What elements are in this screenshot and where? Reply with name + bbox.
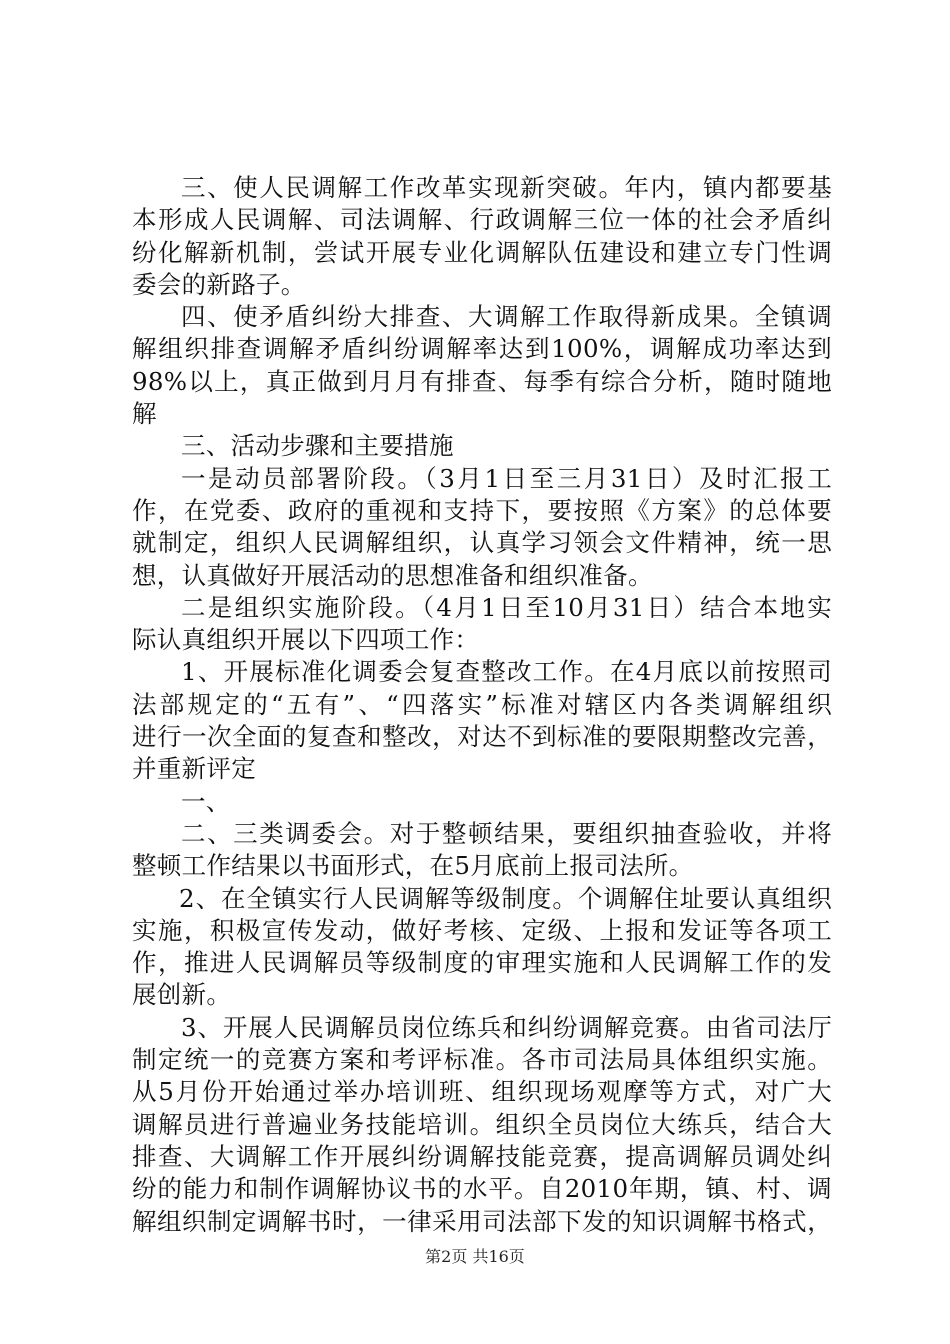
section-heading: 三、活动步骤和主要措施	[181, 431, 454, 461]
paragraph-line: 解组织制定调解书时，一律采用司法部下发的知识调解书格式，	[132, 1206, 832, 1236]
paragraph-line: 实施，积极宣传发动，做好考核、定级、上报和发证等各项工	[132, 915, 832, 945]
paragraph-line: 纷化解新机制，尝试开展专业化调解队伍建设和建立专门性调	[132, 237, 832, 267]
paragraph-line: 98%以上，真正做到月月有排查、每季有综合分析，随时随地	[132, 366, 832, 396]
paragraph-line: 一是动员部署阶段。（3月1日至三月31日）及时汇报工	[181, 463, 832, 493]
paragraph-line: 想，认真做好开展活动的思想准备和组织准备。	[132, 560, 653, 590]
paragraph-line: 二是组织实施阶段。（4月1日至10月31日）结合本地实	[181, 592, 832, 622]
paragraph-line: 本形成人民调解、司法调解、行政调解三位一体的社会矛盾纠	[132, 205, 832, 235]
paragraph-line: 并重新评定	[132, 754, 256, 784]
page-footer: 第2页 共16页	[425, 1247, 525, 1266]
paragraph-line: 进行一次全面的复查和整改，对达不到标准的要限期整改完善，	[132, 722, 832, 752]
paragraph-line: 制定统一的竞赛方案和考评标准。各市司法局具体组织实施。	[132, 1045, 832, 1075]
paragraph-line: 四、使矛盾纠纷大排查、大调解工作取得新成果。全镇调	[181, 302, 832, 332]
paragraph-line: 际认真组织开展以下四项工作：	[132, 625, 480, 655]
paragraph-line: 3、开展人民调解员岗位练兵和纠纷调解竞赛。由省司法厅	[181, 1012, 832, 1042]
paragraph-line: 三、使人民调解工作改革实现新突破。年内，镇内都要基	[181, 173, 832, 202]
paragraph-line: 展创新。	[132, 980, 232, 1010]
paragraph-line: 作，推进人民调解员等级制度的审理实施和人民调解工作的发	[132, 948, 832, 978]
paragraph-line: 从5月份开始通过举办培训班、组织现场观摩等方式，对广大	[132, 1077, 832, 1107]
paragraph-line: 2、在全镇实行人民调解等级制度。个调解住址要认真组织	[179, 883, 832, 913]
paragraph-line: 作，在党委、政府的重视和支持下，要按照《方案》的总体要	[132, 495, 832, 525]
paragraph-line: 1、开展标准化调委会复查整改工作。在4月底以前按照司	[181, 657, 832, 687]
paragraph-line: 整顿工作结果以书面形式，在5月底前上报司法所。	[132, 851, 694, 881]
paragraph-line: 就制定，组织人民调解组织，认真学习领会文件精神，统一思	[132, 528, 832, 558]
paragraph-line: 解	[132, 399, 157, 429]
document-body	[132, 172, 832, 1238]
paragraph-line: 委会的新路子。	[132, 269, 306, 299]
paragraph-line: 二、三类调委会。对于整顿结果，要组织抽查验收，并将	[181, 818, 832, 848]
paragraph-line: 排查、大调解工作开展纠纷调解技能竞赛，提高调解员调处纠	[132, 1141, 832, 1171]
paragraph-line: 解组织排查调解矛盾纠纷调解率达到100%，调解成功率达到	[132, 334, 832, 364]
paragraph-line: 一、	[181, 786, 231, 816]
paragraph-line: 纷的能力和制作调解协议书的水平。自2010年期，镇、村、调	[132, 1174, 832, 1204]
paragraph-line: 调解员进行普遍业务技能培训。组织全员岗位大练兵，结合大	[132, 1109, 832, 1139]
paragraph-line: 法部规定的“五有”、“四落实”标准对辖区内各类调解组织	[132, 689, 832, 719]
